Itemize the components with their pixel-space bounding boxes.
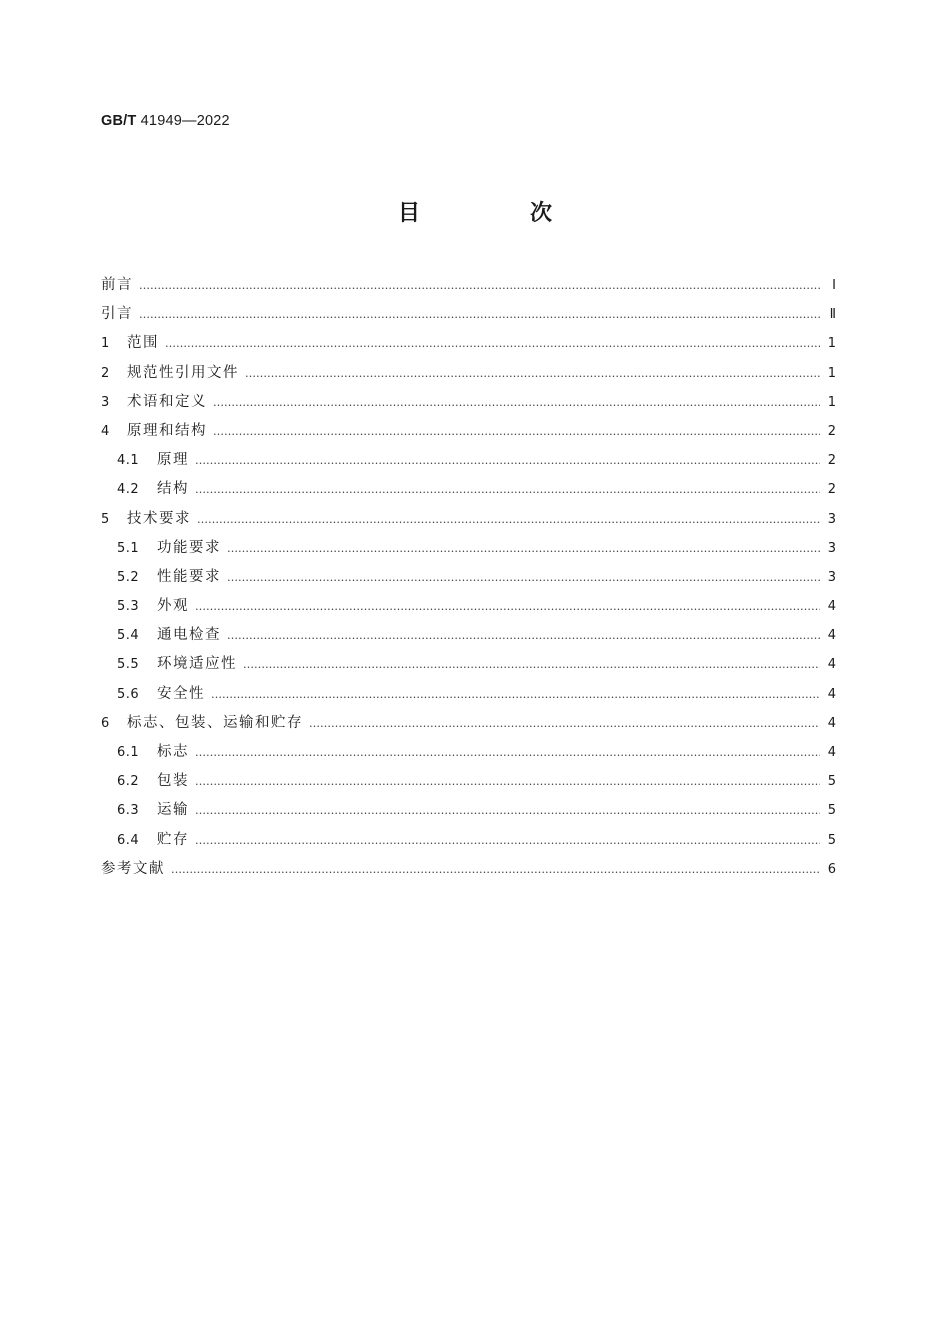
- toc-entry[interactable]: [101, 329, 836, 358]
- toc-entry-page: 4: [827, 628, 836, 644]
- toc-entry-number: 5.4: [117, 628, 140, 644]
- toc-entry-number: 5: [101, 511, 110, 527]
- toc-entry-number: 5.1: [117, 540, 140, 556]
- toc-entry[interactable]: [101, 534, 836, 563]
- toc-dot-leader: [227, 563, 820, 592]
- toc-entry[interactable]: [101, 300, 836, 329]
- toc-entry[interactable]: [101, 621, 836, 650]
- toc-entry[interactable]: [101, 475, 836, 504]
- toc-entry[interactable]: [101, 271, 836, 300]
- toc-dot-leader: [171, 855, 820, 884]
- toc-entry-label: 技术要求: [127, 510, 191, 527]
- toc-dot-leader: [213, 417, 820, 446]
- toc-entry[interactable]: [101, 826, 836, 855]
- toc-entry-page: 3: [827, 511, 836, 527]
- toc-dot-leader: [243, 650, 820, 679]
- toc-entry-label: 原理和结构: [127, 422, 207, 439]
- toc-entry[interactable]: [101, 680, 836, 709]
- toc-entry-label: 引言: [101, 306, 133, 323]
- standard-prefix: GB/T: [101, 113, 137, 129]
- toc-dot-leader: [245, 359, 820, 388]
- toc-entry[interactable]: [101, 417, 836, 446]
- toc-dot-leader: [195, 446, 820, 475]
- toc-entry[interactable]: [101, 796, 836, 825]
- toc-entry-label: 原理: [157, 452, 189, 469]
- toc-entry-label: 结构: [157, 481, 189, 498]
- toc-entry-page: 1: [827, 365, 836, 381]
- toc-entry-label: 通电检查: [157, 627, 221, 644]
- toc-entry-page: 5: [827, 774, 836, 790]
- toc-dot-leader: [195, 796, 820, 825]
- toc-entry-number: 2: [101, 365, 110, 381]
- toc-entry[interactable]: [101, 738, 836, 767]
- toc-entry-label: 标志: [157, 744, 189, 760]
- toc-dot-leader: [139, 271, 820, 300]
- toc-entry-label: 外观: [157, 598, 189, 615]
- toc-entry-page: 5: [827, 803, 836, 819]
- toc-entry[interactable]: [101, 563, 836, 592]
- toc-dot-leader: [309, 709, 820, 738]
- toc-entry-number: 5.6: [117, 686, 140, 702]
- toc-dot-leader: [195, 826, 820, 855]
- toc-entry-label: 安全性: [157, 685, 205, 702]
- toc-entry-label: 术语和定义: [127, 393, 207, 410]
- toc-dot-leader: [195, 738, 820, 767]
- toc-entry-page: 6: [827, 861, 836, 877]
- toc-entry-number: 4.1: [117, 453, 140, 469]
- toc-entry-label: 范围: [127, 335, 159, 352]
- toc-entry-page: 4: [827, 686, 836, 702]
- toc-entry[interactable]: [101, 855, 836, 884]
- toc-entry-number: 5.5: [117, 657, 140, 673]
- toc-entry[interactable]: [101, 505, 836, 534]
- toc-dot-leader: [197, 505, 820, 534]
- toc-entry[interactable]: [101, 359, 836, 388]
- toc-entry-page: 1: [827, 336, 836, 352]
- toc-entry-page: 1: [827, 394, 836, 410]
- toc-entry-page: Ⅱ: [829, 307, 836, 323]
- toc-entry-number: 6.4: [117, 832, 140, 848]
- toc-entry[interactable]: [101, 767, 836, 796]
- table-of-contents: [101, 271, 836, 884]
- toc-dot-leader: [165, 329, 820, 358]
- toc-dot-leader: [139, 300, 820, 329]
- toc-entry-label: 标志、包装、运输和贮存: [127, 714, 303, 731]
- toc-entry-page: 4: [827, 715, 836, 731]
- toc-entry[interactable]: [101, 388, 836, 417]
- toc-entry[interactable]: [101, 650, 836, 679]
- toc-entry[interactable]: [101, 592, 836, 621]
- toc-entry-label: 运输: [157, 802, 189, 819]
- toc-entry-page: Ⅰ: [832, 278, 836, 293]
- standard-code: [101, 113, 230, 129]
- toc-dot-leader: [227, 621, 820, 650]
- toc-entry-label: 规范性引用文件: [127, 364, 239, 381]
- toc-entry-number: 6.2: [117, 774, 140, 790]
- toc-entry-page: 2: [827, 453, 836, 469]
- toc-entry-label: 前言: [101, 277, 133, 293]
- toc-entry-number: 4: [101, 423, 110, 439]
- toc-entry-page: 2: [827, 423, 836, 439]
- toc-entry-page: 4: [827, 599, 836, 615]
- toc-dot-leader: [195, 475, 820, 504]
- toc-entry[interactable]: [101, 709, 836, 738]
- toc-entry-label: 性能要求: [157, 568, 221, 585]
- toc-entry-page: 4: [827, 657, 836, 673]
- toc-dot-leader: [213, 388, 820, 417]
- standard-number: 41949—2022: [140, 113, 230, 129]
- page-title: 目 次: [397, 201, 596, 226]
- toc-entry-number: 3: [101, 394, 110, 410]
- toc-dot-leader: [227, 534, 820, 563]
- toc-entry-page: 5: [827, 832, 836, 848]
- toc-entry-label: 参考文献: [101, 860, 165, 877]
- toc-entry[interactable]: [101, 446, 836, 475]
- toc-dot-leader: [211, 680, 820, 709]
- toc-entry-label: 环境适应性: [157, 656, 237, 673]
- toc-entry-number: 5.3: [117, 599, 140, 615]
- toc-entry-label: 贮存: [157, 831, 189, 848]
- toc-dot-leader: [195, 767, 820, 796]
- toc-entry-label: 功能要求: [157, 539, 221, 556]
- toc-entry-number: 6.3: [117, 803, 140, 819]
- toc-entry-page: 3: [827, 569, 836, 585]
- toc-entry-number: 1: [101, 336, 110, 352]
- toc-entry-page: 4: [827, 745, 836, 760]
- toc-entry-page: 2: [827, 482, 836, 498]
- toc-entry-number: 4.2: [117, 482, 140, 498]
- toc-dot-leader: [195, 592, 820, 621]
- toc-entry-number: 5.2: [117, 569, 140, 585]
- toc-entry-label: 包装: [157, 773, 189, 790]
- toc-entry-number: 6: [101, 715, 110, 731]
- toc-entry-page: 3: [827, 540, 836, 556]
- toc-entry-number: 6.1: [117, 745, 140, 760]
